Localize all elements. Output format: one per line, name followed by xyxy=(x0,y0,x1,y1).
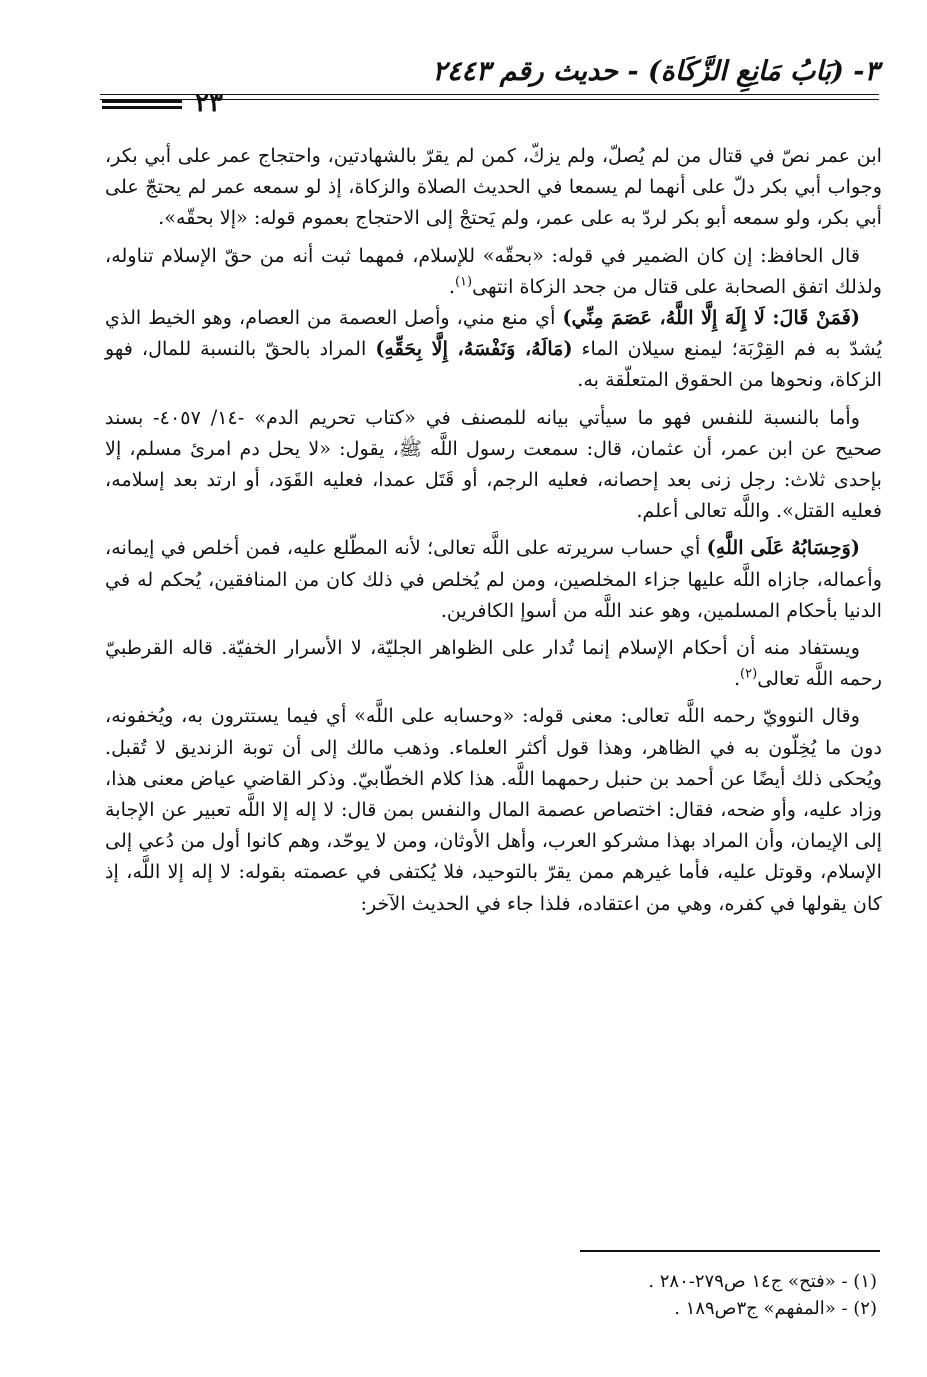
paragraph-end: . xyxy=(448,274,455,298)
footnote-1: (١) - «فتح» ج١٤ ص٢٧٩-٢٨٠ . xyxy=(648,1271,877,1292)
footnote-ref: (١) xyxy=(454,274,473,290)
footnotes xyxy=(400,1268,877,1322)
paragraph-text: أي منع مني، وأصل العصمة من العصام، وهو الخيط الذي يُشدّ به فم القِرْبَة؛ ليمنع سيلان الماء xyxy=(105,306,883,361)
paragraph: ابن عمر نصّ في قتال من لم يُصلّ، ولم يزكّ، كمن لم يقرّ بالشهادتين، واحتجاج عمر على أبي بكر، وجواب أبي بكر دلّ على أنهما لم يسمعا في الحديث الصلاة والزكاة، إذ لو سمعه عمر لم يحتجّ على أبي بكر، ولو سمعه أبو بكر لردّ به على عمر، ولم يَحتجْ إلى الاحتجاج بعموم قوله: «إلا بحقّه». xyxy=(105,144,882,230)
paragraph-end: . xyxy=(733,667,741,691)
paragraph-text: ويستفاد منه أن أحكام الإسلام إنما تُدار على الظواهر الجليّة، لا الأسرار الخفيّة. قاله القرطبيّ رحمه اللَّه تعالى xyxy=(105,636,882,691)
page-number-bars xyxy=(102,100,182,112)
hadith-phrase: (وَحِسَابُهُ عَلَى اللَّهِ) xyxy=(706,536,860,560)
paragraph: وقال النوويّ رحمه اللَّه تعالى: معنى قوله: «وحسابه على اللَّه» أي فيما يستترون به، ويُخفونه، دون ما يُخِلّون به في الظاهر، وهذا قول أكثر العلماء. وذهب مالك إلى أن توبة الزنديق لا تُقبل. ويُحكى ذلك أيضًا عن أحمد بن حنبل رحمهما اللَّه. هذا كلام الخطّابيّ. وذكر القاضي عياض معنى هذا، وزاد عليه، وأو ضحه، فقال: اختصاص عصمة المال والنفس بمن قال: لا إله إلا اللَّه تعبير عن الإجابة إلى الإيمان، وأن المراد بهذا مشركو العرب، وأهل الأوثان، ومن لا يوحّد، وهم كانوا أول من دُعي إلى الإسلام، وقوتل عليه، فأما غيرهم ممن يقرّ بالتوحيد، فلا يُكتفى في عصمته بقوله: لا إله إلا اللَّه، إذ كان يقولها في كفره، وهي من اعتقاده، فلذا جاء في الحديث الآخر: xyxy=(105,704,882,915)
footnote-ref: (٢) xyxy=(740,666,758,682)
hadith-phrase: (فَمَنْ قَالَ: لَا إِلَهَ إِلَّا اللَّهُ، عَصَمَ مِنِّي) xyxy=(562,306,860,330)
paragraph xyxy=(105,532,882,626)
paragraph-text: قال الحافظ: إن كان الضمير في قوله: «بحقّه» للإسلام، فمهما ثبت أنه من حقّ الإسلام تناوله، ولذلك اتفق الصحابة على قتال من جحد الزكاة انتهى xyxy=(105,243,882,298)
paragraph xyxy=(105,632,882,694)
paragraph-text: أي حساب سريرته على اللَّه تعالى؛ لأنه المطّلع عليه، فمن أخلص في إيمانه، وأعماله، جازاه اللَّه عليها جزاء المخلصين، ومن لم يُخلص في ذلك كان من المنافقين، يُحكم له في الدنيا بأحكام المسلمين، وهو عند اللَّه من أسوإ الكافرين. xyxy=(105,536,882,622)
paragraph: وأما بالنسبة للنفس فهو ما سيأتي بيانه للمصنف في «كتاب تحريم الدم» -١٤/ ٤٠٥٧- بسند صحيح عن ابن عمر، أن عثمان، قال: سمعت رسول اللَّه ﷺ، يقول: «لا يحل دم امرئ مسلم، إلا بإحدى ثلاث: رجل زنى بعد إحصانه، فعليه الرجم، أو قَتَل عمدا، فعليه القَوَد، أو ارتد بعد إسلامه، فعليه القتل». واللَّه تعالى أعلم. xyxy=(105,405,882,523)
footnote-separator xyxy=(580,1250,880,1252)
footnote-2: (٢) - «المفهم» ج٣ص١٨٩ . xyxy=(674,1298,877,1319)
paragraph-text: المراد بالحقّ بالنسبة للمال، فهو الزكاة، ونحوها من الحقوق المتعلّقة به. xyxy=(105,337,882,392)
page-bar xyxy=(102,106,182,109)
hadith-phrase: (مَالَهُ، وَنَفْسَهُ، إِلَّا بِحَقِّهِ) xyxy=(375,337,573,361)
page-number: ٢٣ xyxy=(195,88,223,118)
page-bar xyxy=(102,100,182,103)
paragraph xyxy=(105,240,882,302)
header-title: ٣- (بَابُ مَانِعِ الزَّكَاة) - حديث رقم ٢٤٤٣ xyxy=(432,56,879,87)
main-text xyxy=(105,140,882,919)
paragraph xyxy=(105,302,882,396)
